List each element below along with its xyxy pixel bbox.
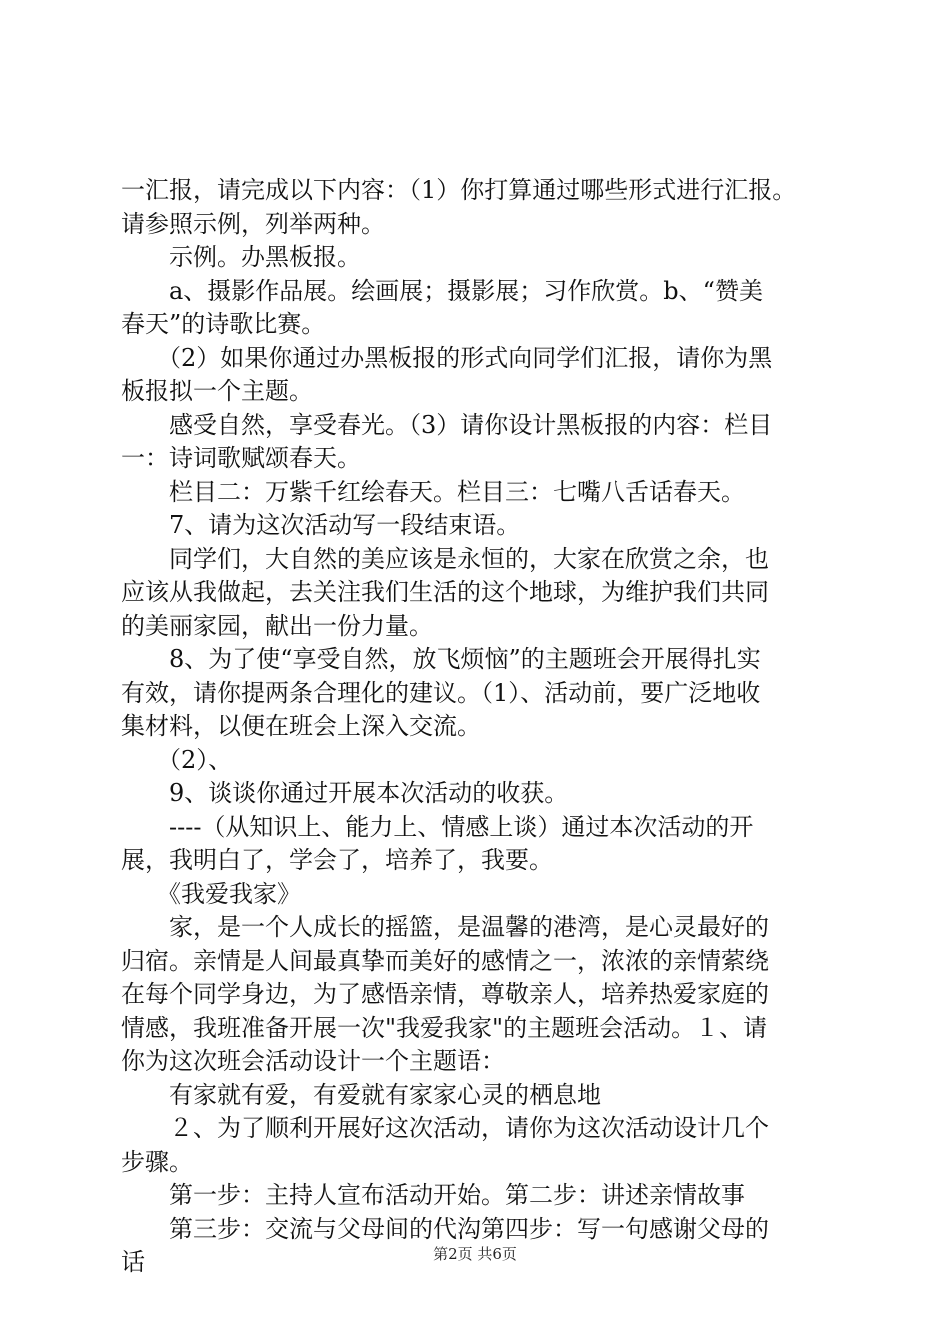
text-line: 展，我明白了，学会了，培养了，我要。 xyxy=(121,846,553,874)
text-line: 示例。办黑板报。 xyxy=(121,243,361,271)
text-line: 同学们，大自然的美应该是永恒的，大家在欣赏之余，也 xyxy=(121,544,769,573)
text-line: 有家就有爱，有爱就有家家心灵的栖息地 xyxy=(121,1080,601,1109)
text-line: 在每个同学身边，为了感悟亲情，尊敬亲人，培养热爱家庭的 xyxy=(121,980,769,1008)
document-body xyxy=(121,174,841,1280)
text-line: ２、为了顺利开展好这次活动，请你为这次活动设计几个 xyxy=(121,1114,769,1142)
text-line: 春天”的诗歌比赛。 xyxy=(121,310,326,338)
text-line: 7、请为这次活动写一段结束语。 xyxy=(121,511,521,539)
text-line: 的美丽家园，献出一份力量。 xyxy=(121,611,433,640)
text-line: 你为这次班会活动设计一个主题语： xyxy=(121,1047,505,1075)
text-line: 8、为了使“享受自然，放飞烦恼”的主题班会开展得扎实 xyxy=(121,645,761,673)
text-line: 9、谈谈你通过开展本次活动的收获。 xyxy=(121,779,569,807)
text-line: 话 xyxy=(121,1248,145,1276)
text-line: 情感，我班准备开展一次"我爱我家"的主题班会活动。１、请 xyxy=(121,1013,768,1042)
text-line: 归宿。亲情是人间最真挚而美好的感情之一，浓浓的亲情萦绕 xyxy=(121,946,769,975)
text-line: 家，是一个人成长的摇篮，是温馨的港湾，是心灵最好的 xyxy=(121,913,769,941)
text-line: 应该从我做起，去关注我们生活的这个地球，为维护我们共同 xyxy=(121,578,769,606)
text-line: 步骤。 xyxy=(121,1147,193,1176)
text-line: （2）、 xyxy=(121,745,233,774)
text-line: 第一步：主持人宣布活动开始。第二步：讲述亲情故事 xyxy=(121,1181,745,1209)
text-line: 《我爱我家》 xyxy=(121,879,301,908)
text-line: 板报拟一个主题。 xyxy=(121,377,313,405)
text-line: 一汇报，请完成以下内容：（1）你打算通过哪些形式进行汇报。 xyxy=(121,176,797,204)
text-line: （2）如果你通过办黑板报的形式向同学们汇报，请你为黑 xyxy=(121,343,773,372)
text-line: 有效，请你提两条合理化的建议。（1）、活动前，要广泛地收 xyxy=(121,678,761,707)
text-line: 集材料，以便在班会上深入交流。 xyxy=(121,712,481,740)
text-line: 一：诗词歌赋颂春天。 xyxy=(121,444,361,472)
page-number-label: 第2页 共6页 xyxy=(433,1245,517,1263)
text-line: ----（从知识上、能力上、情感上谈）通过本次活动的开 xyxy=(121,812,754,841)
text-line: 请参照示例，列举两种。 xyxy=(121,209,385,238)
text-line: 栏目二：万紫千红绘春天。栏目三：七嘴八舌话春天。 xyxy=(121,477,745,506)
text-line: 感受自然，享受春光。（3）请你设计黑板报的内容：栏目 xyxy=(121,410,773,439)
text-line: 第三步：交流与父母间的代沟第四步：写一句感谢父母的 xyxy=(121,1214,769,1243)
text-line: a、摄影作品展。绘画展；摄影展；习作欣赏。b、“赞美 xyxy=(121,276,763,305)
page-footer xyxy=(0,1244,950,1264)
